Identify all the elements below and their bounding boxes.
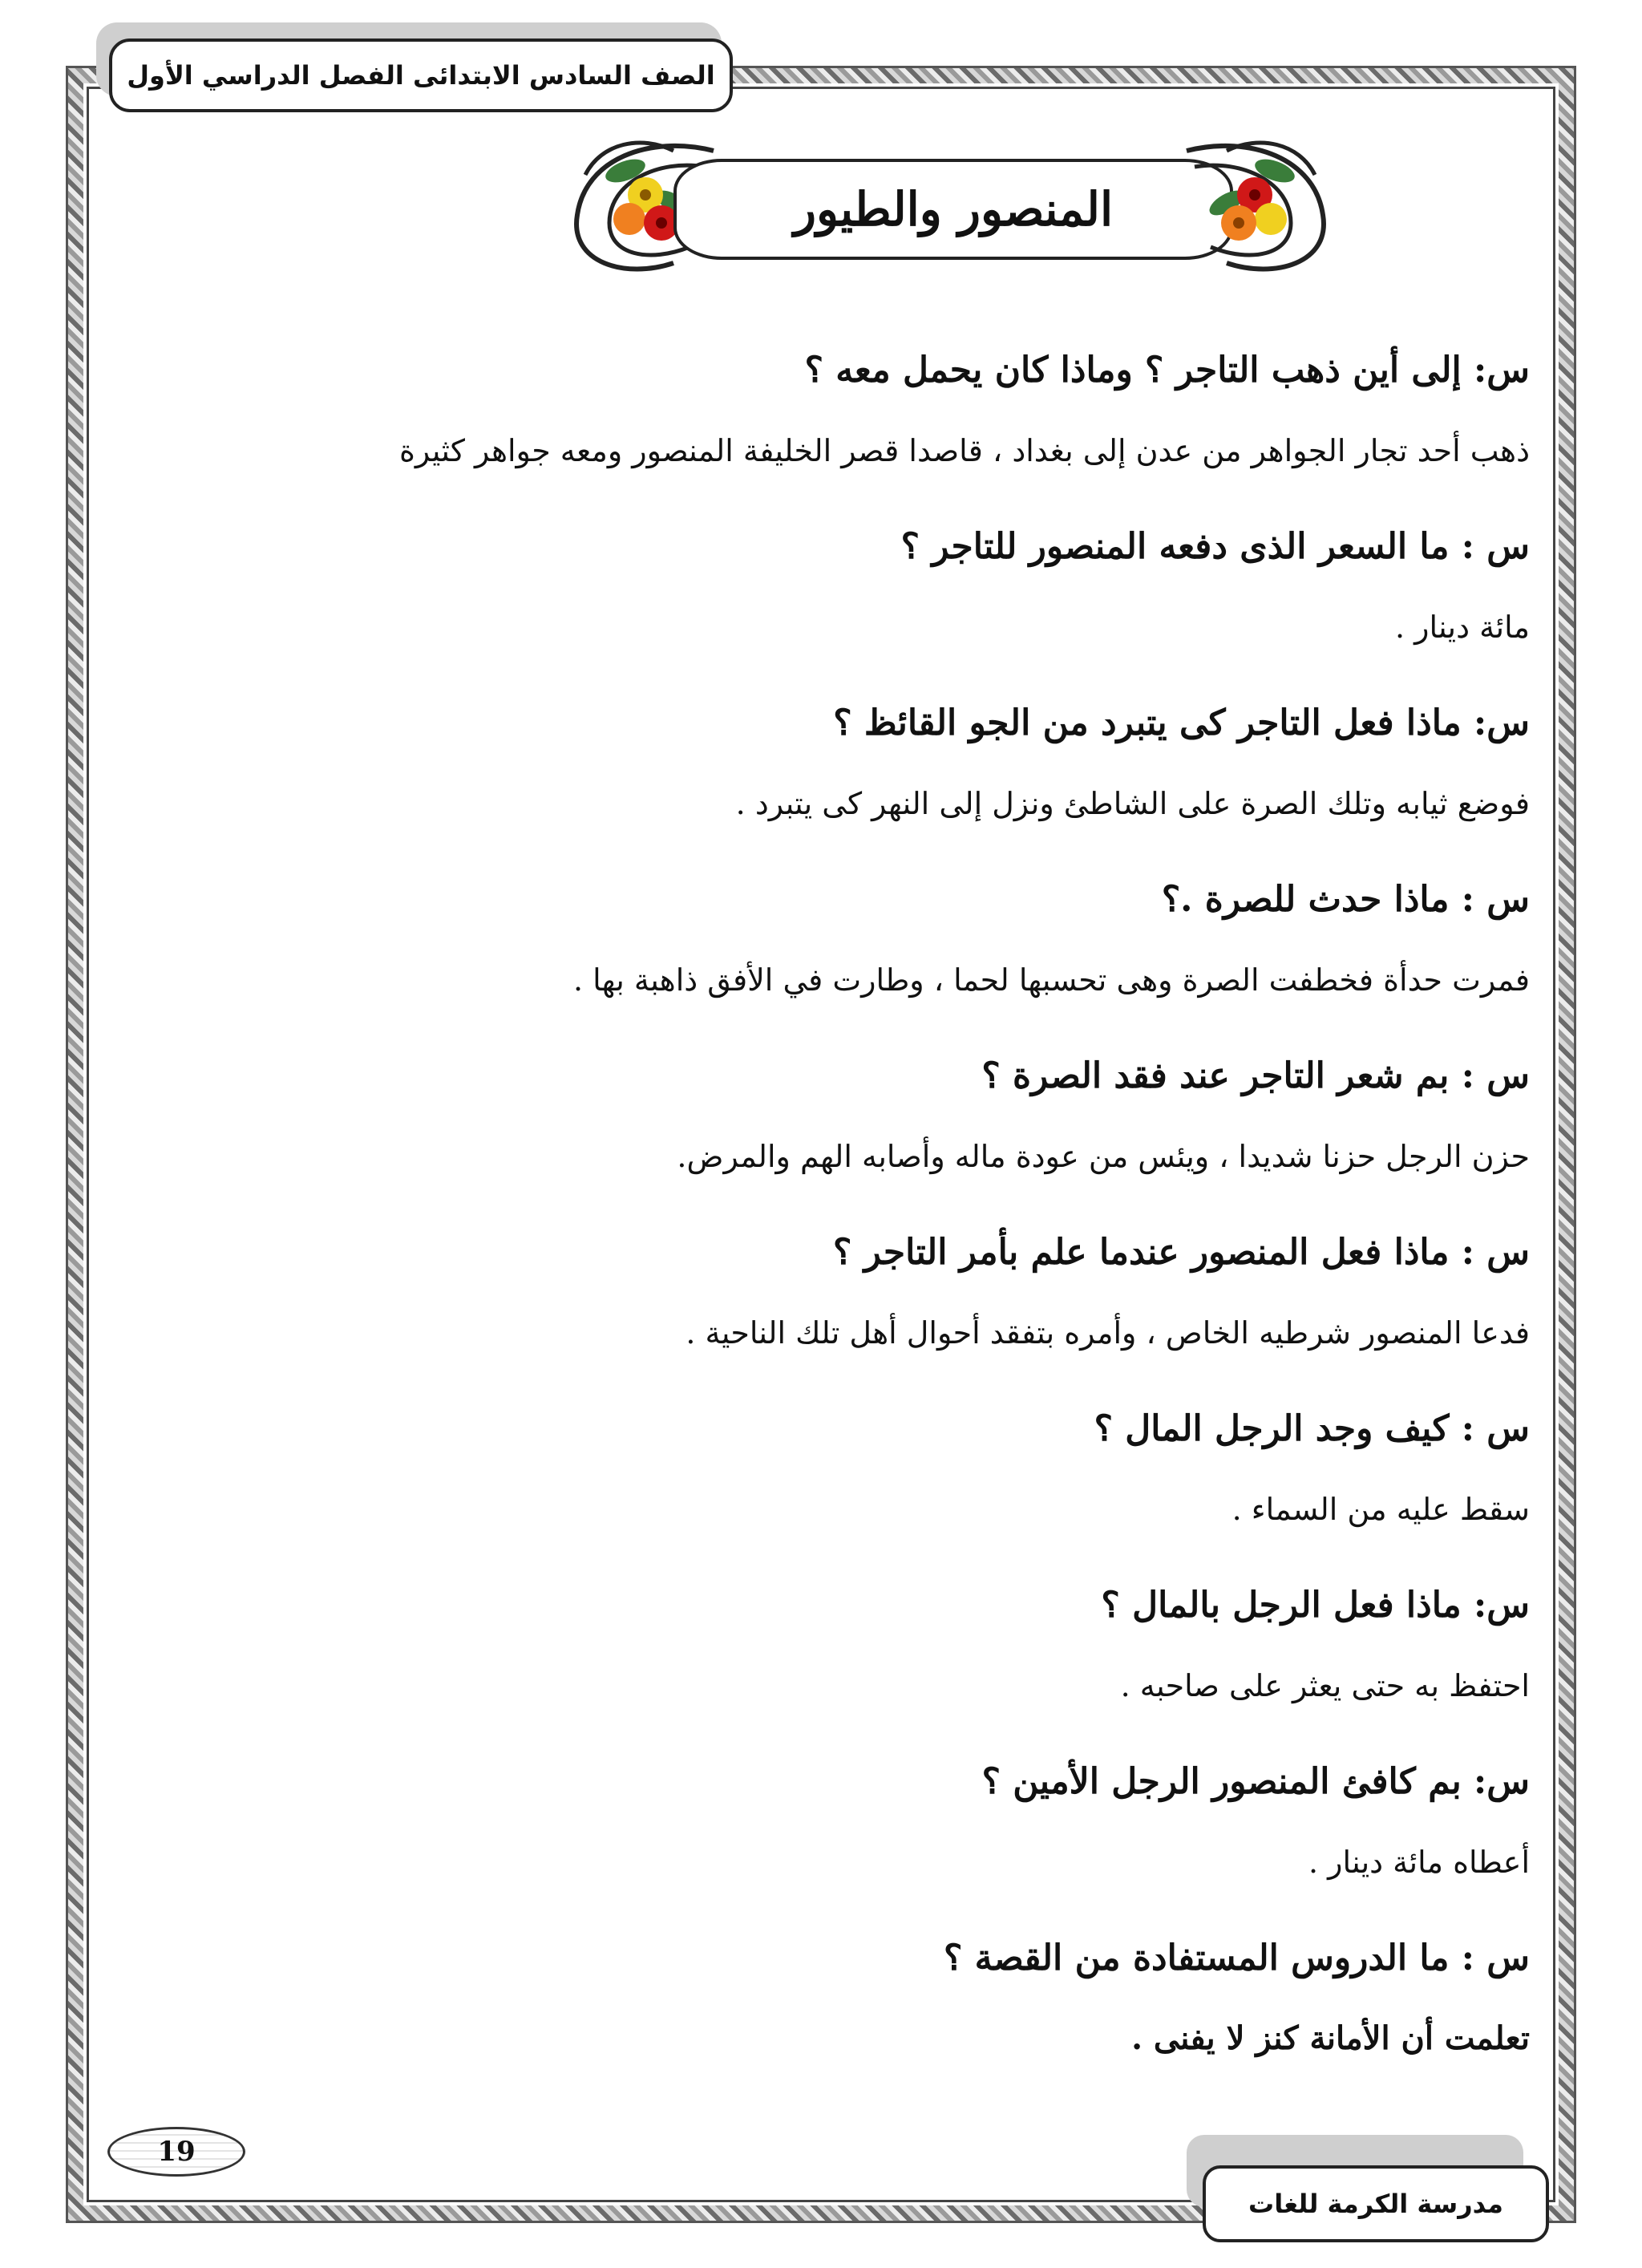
qa-item xyxy=(119,699,1530,826)
qa-item xyxy=(119,1758,1530,1885)
qa-item xyxy=(119,1582,1530,1708)
qa-item xyxy=(119,346,1530,473)
question: س : كيف وجد الرجل المال ؟ xyxy=(1094,1408,1530,1449)
page-number: 19 xyxy=(107,2127,245,2177)
page-title: المنصور والطيور xyxy=(673,159,1233,260)
qa-item xyxy=(119,1229,1530,1355)
qa-item xyxy=(119,523,1530,650)
flower-ornament-icon xyxy=(1171,127,1347,287)
answer: فدعا المنصور شرطيه الخاص ، وأمره بتفقد أحوال أهل تلك الناحية . xyxy=(686,1315,1530,1351)
title-banner xyxy=(553,119,1347,287)
answer: ذهب أحد تجار الجواهر من عدن إلى بغداد ، قاصدا قصر الخليفة المنصور ومعه جواهر كثيرة xyxy=(399,433,1530,468)
answer: أعطاه مائة دينار . xyxy=(1308,1845,1530,1880)
question: س: إلى أين ذهب التاجر ؟ وماذا كان يحمل معه ؟ xyxy=(804,350,1530,391)
question: س : ما الدروس المستفادة من القصة ؟ xyxy=(943,1938,1530,1978)
question: س : بم شعر التاجر عند فقد الصرة ؟ xyxy=(981,1055,1530,1096)
qa-item xyxy=(119,876,1530,1002)
qa-item xyxy=(119,1405,1530,1532)
grade-label: الصف السادس الابتدائى الفصل الدراسي الأول xyxy=(127,60,715,91)
question: س: ماذا فعل الرجل بالمال ؟ xyxy=(1101,1585,1530,1626)
answer: فمرت حدأة فخطفت الصرة وهى تحسبها لحما ، وطارت في الأفق ذاهبة بها . xyxy=(572,962,1530,998)
answer: مائة دينار . xyxy=(1394,610,1530,645)
answer: تعلمت أن الأمانة كنز لا يفنى . xyxy=(1131,2019,1530,2057)
footer-tab xyxy=(1203,2165,1549,2242)
answer: حزن الرجل حزنا شديدا ، ويئس من عودة ماله وأصابه الهم والمرض. xyxy=(677,1139,1530,1174)
answer: فوضع ثيابه وتلك الصرة على الشاطئ ونزل إلى النهر كى يتبرد . xyxy=(735,786,1530,821)
question: س : ماذا حدث للصرة .؟ xyxy=(1161,879,1530,920)
qa-item xyxy=(119,1052,1530,1179)
answer: سقط عليه من السماء . xyxy=(1232,1492,1530,1527)
school-name: مدرسة الكرمة للغات xyxy=(1248,2189,1503,2219)
qa-item xyxy=(119,1934,1530,2061)
answer: احتفظ به حتى يعثر على صاحبه . xyxy=(1120,1668,1530,1703)
question: س : ما السعر الذى دفعه المنصور للتاجر ؟ xyxy=(900,526,1530,567)
question: س: ماذا فعل التاجر كى يتبرد من الجو القائظ ؟ xyxy=(833,703,1530,743)
question: س : ماذا فعل المنصور عندما علم بأمر التاجر ؟ xyxy=(832,1232,1530,1273)
question: س: بم كافئ المنصور الرجل الأمين ؟ xyxy=(981,1761,1530,1802)
header-tab xyxy=(109,38,733,112)
